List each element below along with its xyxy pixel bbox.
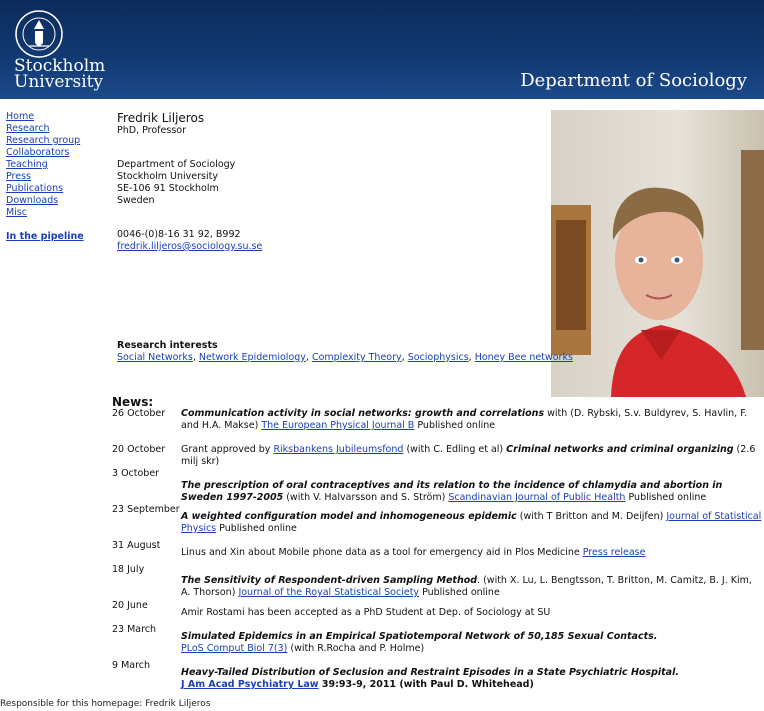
news-date: 26 October	[112, 408, 166, 419]
university-line2: University	[14, 72, 104, 92]
nav-misc[interactable]: Misc	[6, 207, 28, 218]
news-text	[181, 468, 762, 504]
journal-link[interactable]: Journal of Statistical Physics	[181, 511, 762, 534]
news-title: A weighted configuration model and inhomogeneous epidemic	[181, 511, 517, 522]
nav-home[interactable]: Home	[6, 111, 35, 122]
nav-press[interactable]: Press	[6, 171, 32, 182]
news-date: 20 June	[112, 600, 148, 611]
address-line: Stockholm University	[117, 171, 218, 182]
news-text	[181, 624, 762, 655]
research-interests-title: Research interests	[117, 340, 218, 351]
research-interests	[117, 340, 573, 364]
news-item	[112, 624, 762, 660]
address-line: Sweden	[117, 195, 155, 206]
news-title: Criminal networks and criminal organizing	[506, 444, 734, 455]
journal-link[interactable]: PLoS Comput Biol 7(3)	[181, 643, 288, 654]
news-item	[112, 468, 762, 504]
news-date: 31 August	[112, 540, 161, 551]
phone-block	[117, 229, 262, 253]
news-body: Amir Rostami has been accepted as a PhD Student at Dep. of Sociology at SU	[181, 607, 551, 618]
nav-research[interactable]: Research	[6, 123, 50, 134]
news-heading: News:	[112, 395, 154, 409]
grant-link[interactable]: Riksbankens Jubileumsfond	[273, 444, 404, 455]
news-authors: (with T Britton and M. Deijfen)	[516, 511, 667, 522]
news-list	[112, 408, 762, 696]
site-header	[0, 0, 764, 99]
university-seal-icon[interactable]	[14, 9, 64, 59]
news-citation: 39:93-9, 2011 (with Paul D. Whitehead)	[318, 679, 534, 690]
university-name[interactable]	[14, 58, 105, 90]
news-prefix: Grant approved by	[181, 444, 274, 455]
press-release-link[interactable]: Press release	[582, 547, 646, 558]
person-title: PhD, Professor	[117, 125, 186, 136]
news-item	[112, 564, 762, 600]
nav-publications[interactable]: Publications	[6, 183, 64, 194]
news-date: 18 July	[112, 564, 145, 575]
news-status: Published online	[419, 587, 500, 598]
news-text	[181, 540, 762, 559]
news-status: Published online	[414, 420, 496, 431]
news-title: Communication activity in social networks: growth and correlations	[181, 408, 545, 419]
phone-number: 0046-(0)8-16 31 92, B992	[117, 229, 241, 240]
interest-sociophysics[interactable]: Sociophysics	[407, 352, 469, 363]
news-item	[112, 600, 762, 624]
news-authors: with (D. Rybski, S.v. Buldyrev, S. Havlin, F. and H.A. Makse)	[181, 408, 748, 431]
journal-link[interactable]: Journal of the Royal Statistical Society	[238, 587, 420, 598]
interest-network-epidemiology[interactable]: Network Epidemiology	[198, 352, 306, 363]
news-authors: (with V. Halvarsson and S. Ström)	[283, 492, 449, 503]
news-item	[112, 660, 762, 696]
portrait-photo	[551, 110, 764, 397]
interest-honey-bee-networks[interactable]: Honey Bee networks	[474, 352, 573, 363]
address-line: SE-106 91 Stockholm	[117, 183, 219, 194]
news-title: Heavy-Tailed Distribution of Seclusion and Restraint Episodes in a State Psychiatric Hospital.	[181, 667, 679, 678]
news-item	[112, 540, 762, 564]
interest-complexity-theory[interactable]: Complexity Theory	[311, 352, 402, 363]
news-text	[181, 600, 762, 619]
journal-link[interactable]: The European Physical Journal B	[261, 420, 415, 431]
department-title: Department of Sociology	[520, 70, 747, 91]
address-block	[117, 159, 262, 207]
news-item	[112, 504, 762, 540]
news-item	[112, 444, 762, 468]
person-name: Fredrik Liljeros	[117, 111, 205, 125]
news-text	[181, 564, 762, 599]
news-authors: (with C. Edling et al)	[403, 444, 507, 455]
journal-link[interactable]: J Am Acad Psychiatry Law	[181, 679, 319, 690]
interests-list: Social Networks, Network Epidemiology, Complexity Theory, Sociophysics, Honey Bee networks	[117, 352, 573, 363]
news-text	[181, 408, 762, 432]
news-status: Published online	[625, 492, 707, 503]
university-line1: Stockholm	[14, 56, 106, 76]
news-body: Linus and Xin about Mobile phone data as a tool for emergency aid in Plos Medicine	[181, 547, 583, 558]
news-title: The prescription of oral contraceptives and its relation to the incidence of chlamydia and abortion in Sweden 1997-2005	[181, 480, 723, 503]
news-text	[181, 444, 762, 468]
nav-downloads[interactable]: Downloads	[6, 195, 59, 206]
news-status: (2.6 milj skr)	[181, 444, 756, 467]
email-link[interactable]: fredrik.liljeros@sociology.su.se	[117, 241, 263, 252]
news-date: 3 October	[112, 468, 160, 479]
interest-social-networks[interactable]: Social Networks	[117, 352, 193, 363]
nav-research-group[interactable]: Research group	[6, 135, 81, 146]
footer-responsible: Responsible for this homepage: Fredrik Liljeros	[0, 699, 211, 709]
news-title: The Sensitivity of Respondent-driven Sampling Method	[181, 575, 478, 586]
news-date: 9 March	[112, 660, 151, 671]
address-line: Department of Sociology	[117, 159, 236, 170]
news-authors: (with R.Rocha and P. Holme)	[287, 643, 425, 654]
journal-link[interactable]: Scandinavian Journal of Public Health	[448, 492, 626, 503]
news-status: Published online	[216, 523, 297, 534]
nav-in-the-pipeline[interactable]: In the pipeline	[6, 231, 84, 242]
news-authors: . (with X. Lu, L. Bengtsson, T. Britton, M. Camitz, B. J. Kim, A. Thorson)	[181, 575, 752, 598]
news-date: 23 March	[112, 624, 157, 635]
nav-teaching[interactable]: Teaching	[6, 159, 48, 170]
news-date: 23 September	[112, 504, 180, 515]
contact-info	[117, 111, 262, 253]
news-title: Simulated Epidemics in an Empirical Spatiotemporal Network of 50,185 Sexual Contacts.	[181, 631, 658, 642]
nav-collaborators[interactable]: Collaborators	[6, 147, 70, 158]
news-text	[181, 660, 762, 691]
news-item	[112, 408, 762, 444]
news-text	[181, 504, 762, 535]
news-date: 20 October	[112, 444, 166, 455]
sidebar-nav	[6, 111, 84, 243]
